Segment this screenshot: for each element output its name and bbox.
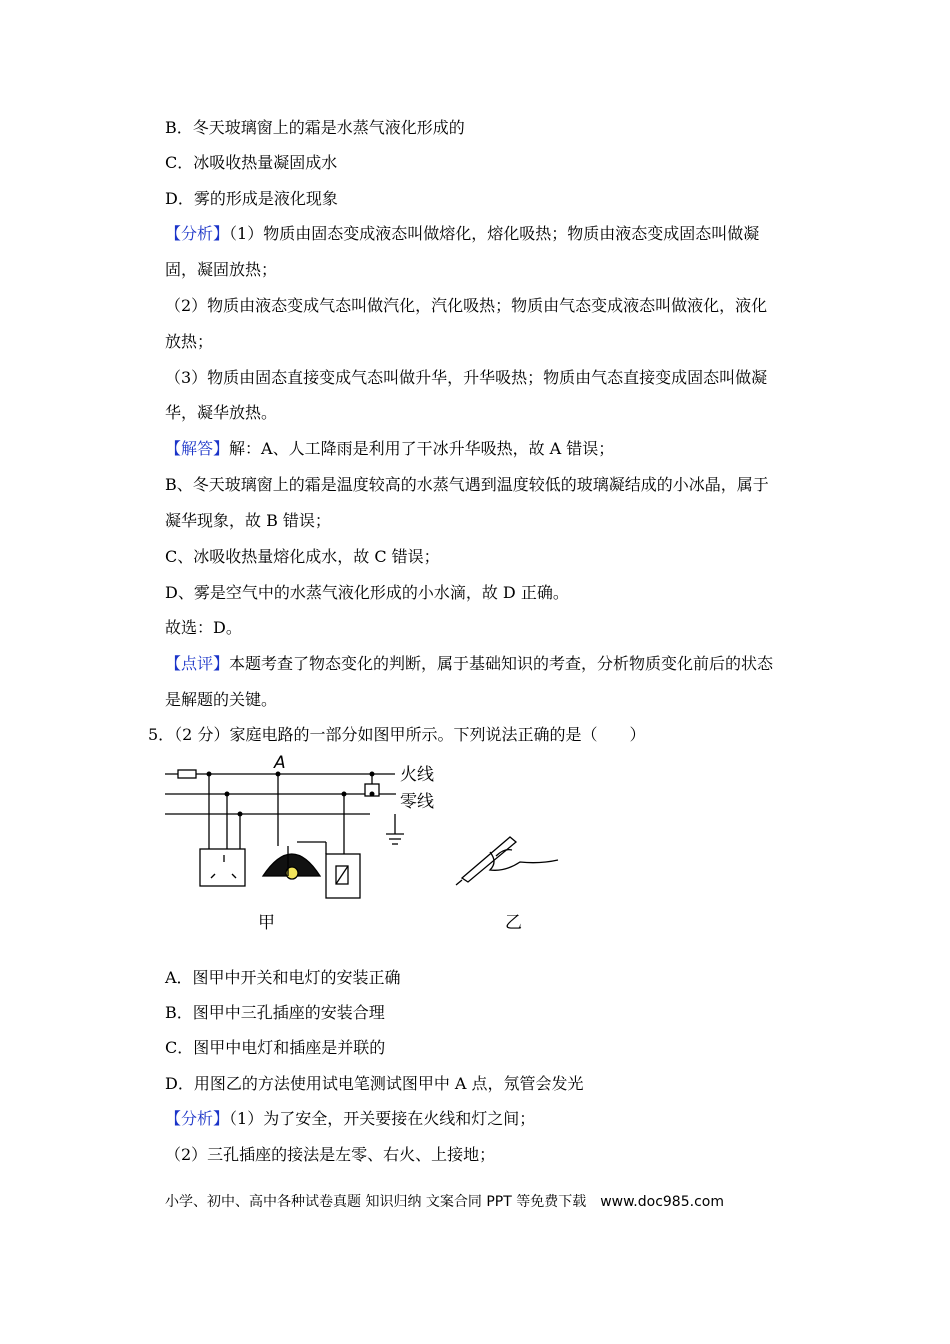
comment-tag: 【点评】 [165, 654, 230, 673]
text-line: （2）三孔插座的接法是左零、右火、上接地； [165, 1145, 496, 1164]
footer-text: 小学、初中、高中各种试卷真题 知识归纳 文案合同 PPT 等免费下载 www.doc985.com [165, 1194, 724, 1210]
text-line: 华，凝华放热。 [165, 403, 278, 422]
test-pen-hand-icon [456, 837, 558, 885]
socket-icon [200, 849, 245, 886]
neutral-wire-label: 零线 [400, 792, 434, 812]
text-line: （2）物质由液态变成气态叫做汽化，汽化吸热；物质由气态变成液态叫做液化，液化 [165, 296, 768, 315]
analysis-tag-2: 【分析】 [165, 1109, 230, 1128]
option-c: C．图甲中电灯和插座是并联的 [165, 1038, 386, 1057]
analysis-paragraph-2 [165, 1109, 535, 1129]
analysis-text-2: （1）为了安全，开关要接在火线和灯之间； [229, 1109, 536, 1128]
text-line: 是解题的关键。 [165, 690, 278, 709]
option-d-text: D．雾的形成是液化现象 [165, 189, 338, 208]
option-a: A．图甲中开关和电灯的安装正确 [165, 968, 401, 987]
answer-paragraph [165, 439, 614, 459]
text-line: B、冬天玻璃窗上的霜是温度较高的水蒸气遇到温度较低的玻璃凝结成的小冰晶，属于 [165, 475, 769, 494]
figure-yi-label: 乙 [505, 913, 522, 933]
text-line: 凝华现象，故 B 错误； [165, 511, 331, 530]
point-a-label: A [274, 753, 286, 773]
answer-choice: 故选：D。 [165, 618, 242, 637]
text-line: 固，凝固放热； [165, 260, 278, 279]
answer-text: 解：A、人工降雨是利用了干冰升华吸热，故 A 错误； [229, 439, 615, 458]
text-line: （3）物质由固态直接变成气态叫做升华，升华吸热；物质由气态直接变成固态叫做凝 [165, 368, 768, 387]
live-wire-label: 火线 [400, 765, 434, 785]
option-b-text: B．冬天玻璃窗上的霜是水蒸气液化形成的 [165, 118, 465, 137]
text-line: C、冰吸收热量熔化成水，故 C 错误； [165, 547, 440, 566]
figure-jia-label: 甲 [258, 913, 275, 933]
fuse-icon [178, 770, 196, 778]
comment-text: 本题考查了物态变化的判断，属于基础知识的考查，分析物质变化前后的状态 [229, 654, 774, 673]
analysis-paragraph [165, 224, 759, 244]
option-b: B．图甲中三孔插座的安装合理 [165, 1003, 385, 1022]
comment-paragraph [165, 654, 773, 674]
analysis-text: （1）物质由固态变成液态叫做熔化，熔化吸热；物质由液态变成固态叫做凝 [229, 224, 760, 243]
option-d: D．用图乙的方法使用试电笔测试图甲中 A 点，氖管会发光 [165, 1074, 584, 1093]
circuit-figure [160, 752, 590, 937]
text-line: 放热； [165, 332, 214, 351]
text-line: D、雾是空气中的水蒸气液化形成的小水滴，故 D 正确。 [165, 583, 569, 602]
option-c-text: C．冰吸收热量凝固成水 [165, 153, 338, 172]
question-5-title: 5．（2 分）家庭电路的一部分如图甲所示。下列说法正确的是（ ） [148, 725, 646, 744]
analysis-tag: 【分析】 [165, 224, 230, 243]
answer-tag: 【解答】 [165, 439, 230, 458]
